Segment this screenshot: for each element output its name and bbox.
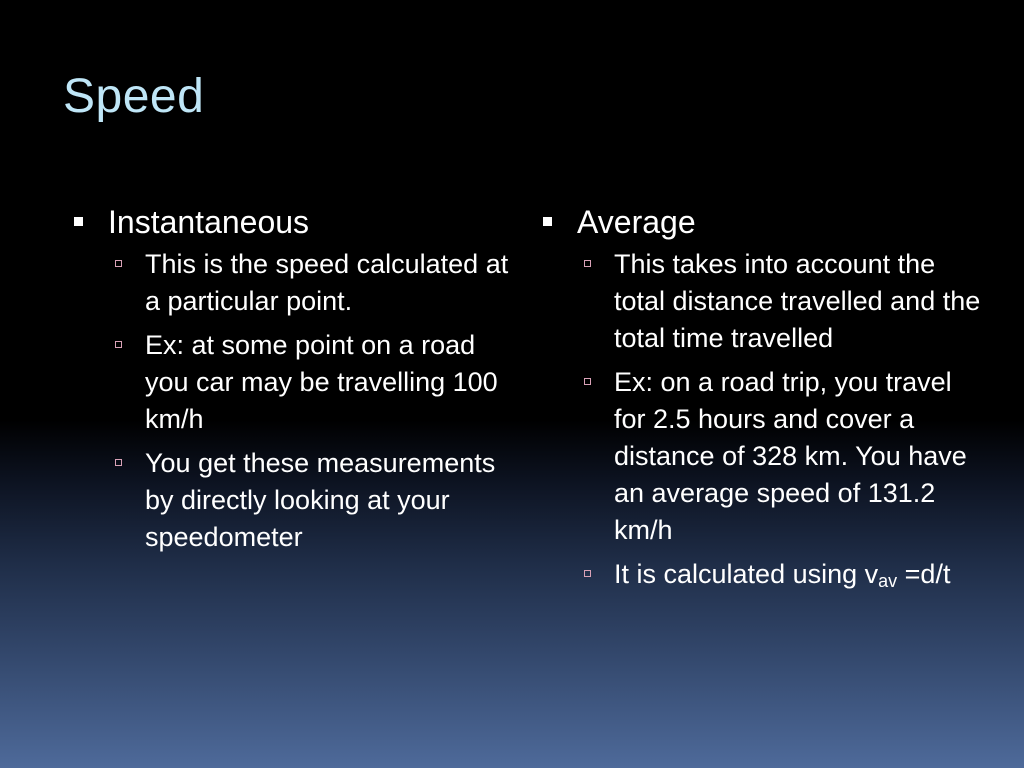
heading-text: Instantaneous [108, 204, 310, 240]
bullet-heading-average [541, 200, 981, 244]
hollow-square-bullet-icon [115, 341, 122, 348]
list-item-text: Ex: at some point on a road you car may be travelling 100 km/h [145, 330, 498, 434]
list-item [577, 364, 981, 549]
slide-title: Speed [63, 70, 205, 123]
hollow-square-bullet-icon [115, 260, 122, 267]
formula-subscript: av [878, 571, 898, 591]
list-item [108, 246, 512, 320]
hollow-square-bullet-icon [584, 570, 591, 577]
list-item-text: You get these measurements by directly looking at your speedometer [145, 448, 496, 552]
bullet-heading-instantaneous [72, 200, 512, 244]
list-item-formula [577, 556, 981, 593]
heading-text: Average [577, 204, 696, 240]
hollow-square-bullet-icon [584, 378, 591, 385]
hollow-square-bullet-icon [584, 260, 591, 267]
square-bullet-icon [543, 217, 552, 226]
average-sublist [577, 246, 981, 593]
list-item [108, 445, 512, 556]
list-item-text: Ex: on a road trip, you travel for 2.5 hours and cover a distance of 328 km. You have an average speed of 131.2 km/h [614, 367, 967, 545]
right-column [541, 200, 981, 600]
formula-prefix: It is calculated using v [614, 559, 879, 589]
list-item [577, 246, 981, 357]
instantaneous-sublist [108, 246, 512, 556]
square-bullet-icon [74, 217, 83, 226]
list-item-text: This is the speed calculated at a particular point. [145, 249, 509, 316]
left-column [72, 200, 512, 563]
hollow-square-bullet-icon [115, 459, 122, 466]
list-item [108, 327, 512, 438]
formula-suffix: =d/t [897, 559, 951, 589]
list-item-text: This takes into account the total distance travelled and the total time travelled [614, 249, 981, 353]
